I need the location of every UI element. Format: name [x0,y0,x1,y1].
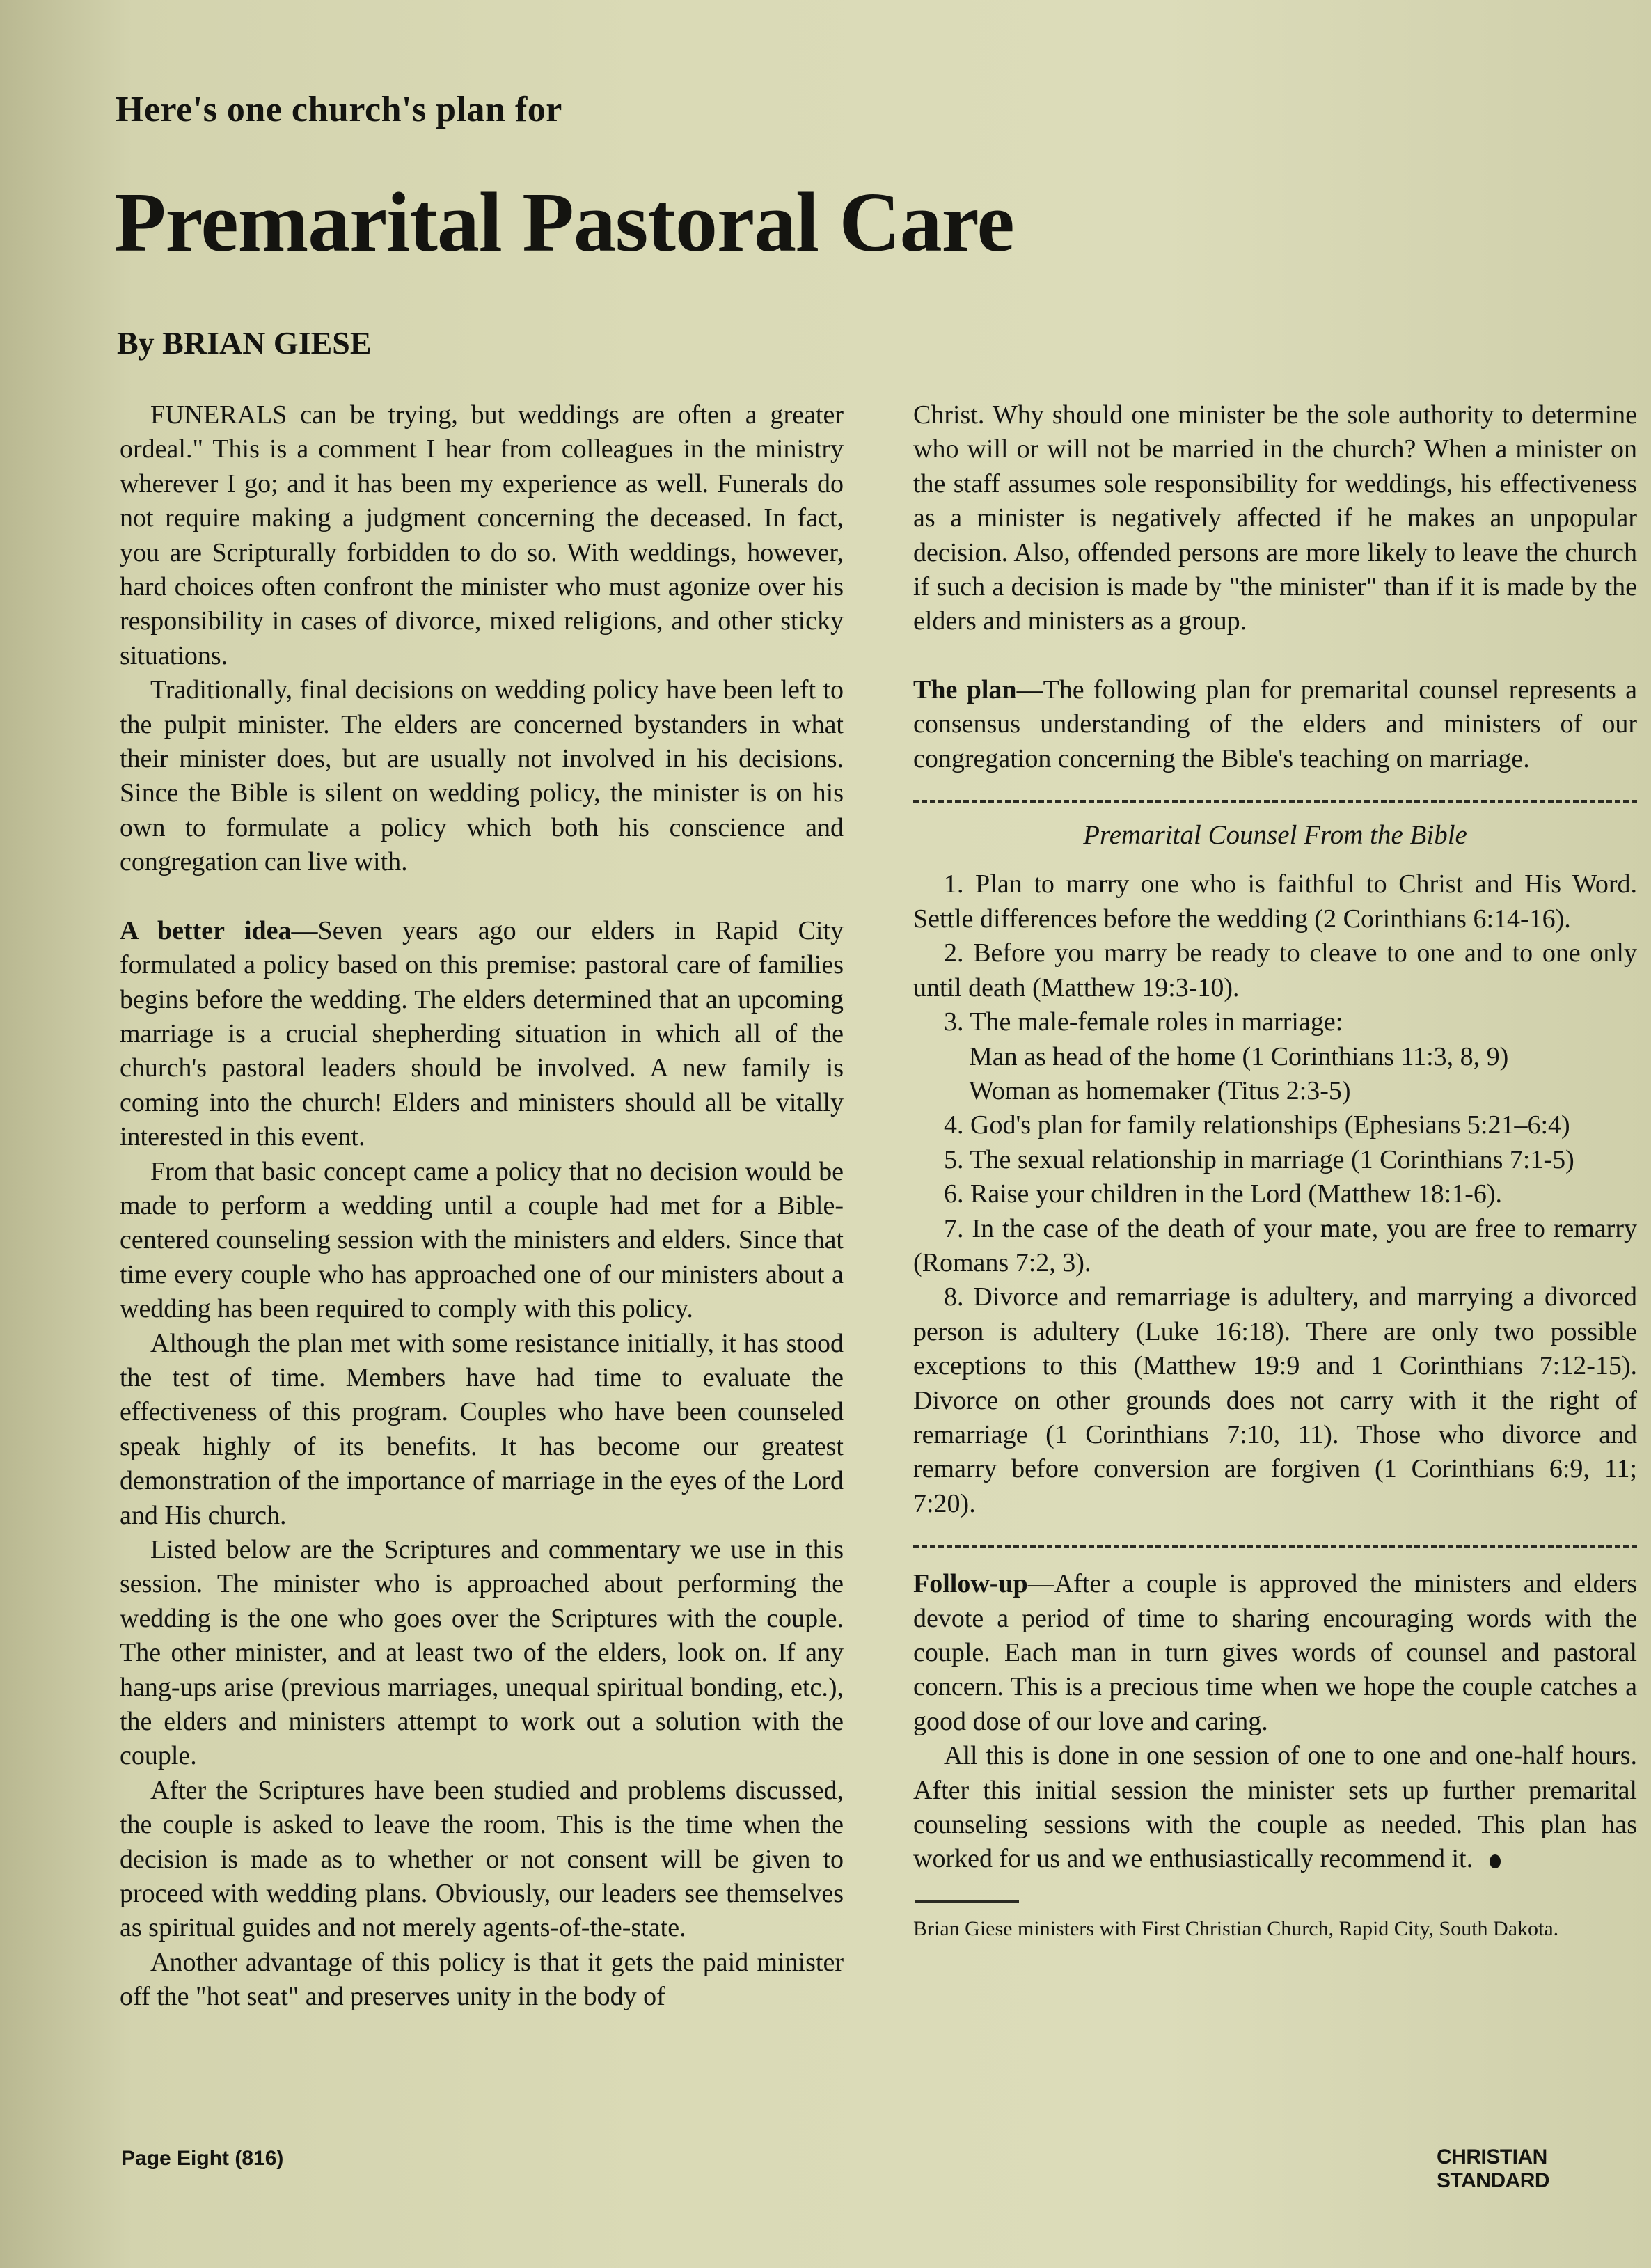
left-column [120,398,844,2015]
closing-text: All this is done in one session of one to one and one-half hours. After this initial session the minister sets up further premarital counseling sessions with the couple as needed. This plan has worked for us and we enthusiastically recommend it. [913,1741,1637,1874]
counsel-item: 2. Before you marry be ready to cleave to one and to one only until death (Matthew 19:3-10). [913,938,1637,1002]
kicker: Here's one church's plan for [116,90,562,129]
section-text: —After a couple is approved the ministers and elders devote a period of time to sharing encouraging words with the couple. Each man in turn gives words of counsel and pastoral concern. This is a precious time when we hope the couple catches a good dose of our love and caring. [913,1569,1637,1736]
counsel-item: 7. In the case of the death of your mate, you are free to remarry (Romans 7:2, 3). [913,1213,1637,1277]
body-paragraph: FUNERALS can be trying, but weddings are often a greater ordeal." This is a comment I hear from colleagues in the ministry wherever I go; and it has been my experience as well. Funerals do not require making a judgment concerning the deceased. In fact, you are Scripturally forbidden to do so. With weddings, however, hard choices often confront the minister who must agonize over his responsibility in cases of divorce, mixed religions, and other sticky situations. [120,400,844,670]
sidebar-title: Premarital Counsel From the Bible [1083,820,1467,851]
end-mark-icon [1490,1854,1501,1868]
section-paragraph [913,673,1637,776]
right-column [913,398,1637,1943]
section-text: —The following plan for premarital counsel represents a consensus understanding of the elders and ministers of our congregation concerning the Bible's teaching on marriage. [913,675,1637,773]
body-paragraph: Listed below are the Scriptures and commentary we use in this session. The minister who is approached about performing the wedding is the one who goes over the Scriptures with the couple. The other minister, and at least two of the elders, look on. If any hang-ups arise (previous marriages, unequal spiritual bonding, etc.), the elders and ministers attempt to work out a solution with the couple. [120,1535,844,1771]
counsel-sub-item: Man as head of the home (1 Corinthians 11:3, 8, 9) [969,1041,1509,1071]
dashed-divider [913,800,1637,803]
section-heading: The plan [913,675,1017,704]
section-paragraph [913,1567,1637,1739]
author-bio: Brian Giese ministers with First Christian Church, Rapid City, South Dakota. [913,1916,1559,1940]
body-paragraph: Traditionally, final decisions on wedding policy have been left to the pulpit minister. The elders are concerned bystanders in what their minister does, but are usually not involved in his decisions. Since the Bible is silent on wedding policy, the minister is on his own to formulate a policy which both his conscience and congregation can live with. [120,675,844,877]
body-paragraph: Although the plan met with some resistance initially, it has stood the test of time. Members have had time to evaluate the effectiveness of this program. Couples who have been counseled speak highly of its benefits. It has become our greatest demonstration of the importance of marriage in the eyes of the Lord and His church. [120,1328,844,1530]
section-paragraph [120,914,844,1155]
counsel-item: 3. The male-female roles in marriage: [944,1007,1343,1037]
counsel-item: 8. Divorce and remarriage is adultery, and marrying a divorced person is adultery (Luke 16:18). There are only two possible exceptions to this (Matthew 19:9 and 1 Corinthians 7:12-15). Divorce on other grounds does not carry with it the right of remarriage (1 Corinthians 7:10, 11). Those who divorce and remarry before conversion are forgiven (1 Corinthians 6:9, 11; 7:20). [913,1282,1637,1518]
byline: By BRIAN GIESE [117,325,372,361]
counsel-item: 5. The sexual relationship in marriage (1 Corinthians 7:1-5) [944,1144,1574,1174]
article-title: Premarital Pastoral Care [114,175,1014,269]
dashed-divider [913,1545,1637,1548]
counsel-item: 1. Plan to marry one who is faithful to Christ and His Word. Settle differences before the wedding (2 Corinthians 6:14-16). [913,869,1637,934]
body-paragraph: From that basic concept came a policy that no decision would be made to perform a wedding until a couple had met for a Bible-centered counseling session with the ministers and elders. Since that time every couple who has approached one of our ministers about a wedding has been required to comply with this policy. [120,1156,844,1324]
section-heading: Follow-up [913,1569,1028,1599]
counsel-sub-item: Woman as homemaker (Titus 2:3-5) [969,1076,1351,1105]
magazine-name: CHRISTIAN STANDARD [1437,2145,1550,2192]
section-heading: A better idea [120,915,292,945]
body-paragraph: Christ. Why should one minister be the sole authority to determine who will or will not be married in the church? When a minister on the staff assumes sole responsibility for weddings, his effectiveness as a minister is negatively affected if he makes an unpopular decision. Also, offended persons are more likely to leave the church if such a decision is made by "the minister" than if it is made by the elders and ministers as a group. [913,400,1637,636]
counsel-item: 4. God's plan for family relationships (Ephesians 5:21–6:4) [944,1110,1570,1140]
bio-rule [915,1900,1019,1903]
counsel-item: 6. Raise your children in the Lord (Matthew 18:1-6). [944,1179,1503,1209]
body-paragraph: After the Scriptures have been studied and problems discussed, the couple is asked to leave the room. This is the time when the decision is made as to whether or not consent will be given to proceed with wedding plans. Obviously, our leaders see themselves as spiritual guides and not merely agents-of-the-state. [120,1775,844,1943]
page-folio: Page Eight (816) [121,2147,284,2170]
body-paragraph: Another advantage of this policy is that it gets the paid minister off the "hot seat" and preserves unity in the body of [120,1947,844,2012]
closing-paragraph [913,1739,1637,1877]
section-text: —Seven years ago our elders in Rapid City formulated a policy based on this premise: pastoral care of families begins before the wedding. The elders determined that an upcoming marriage is a crucial shepherding situation in which all of the church's pastoral leaders should be involved. A new family is coming into the church! Elders and ministers should all be vitally interested in this event. [120,915,844,1152]
